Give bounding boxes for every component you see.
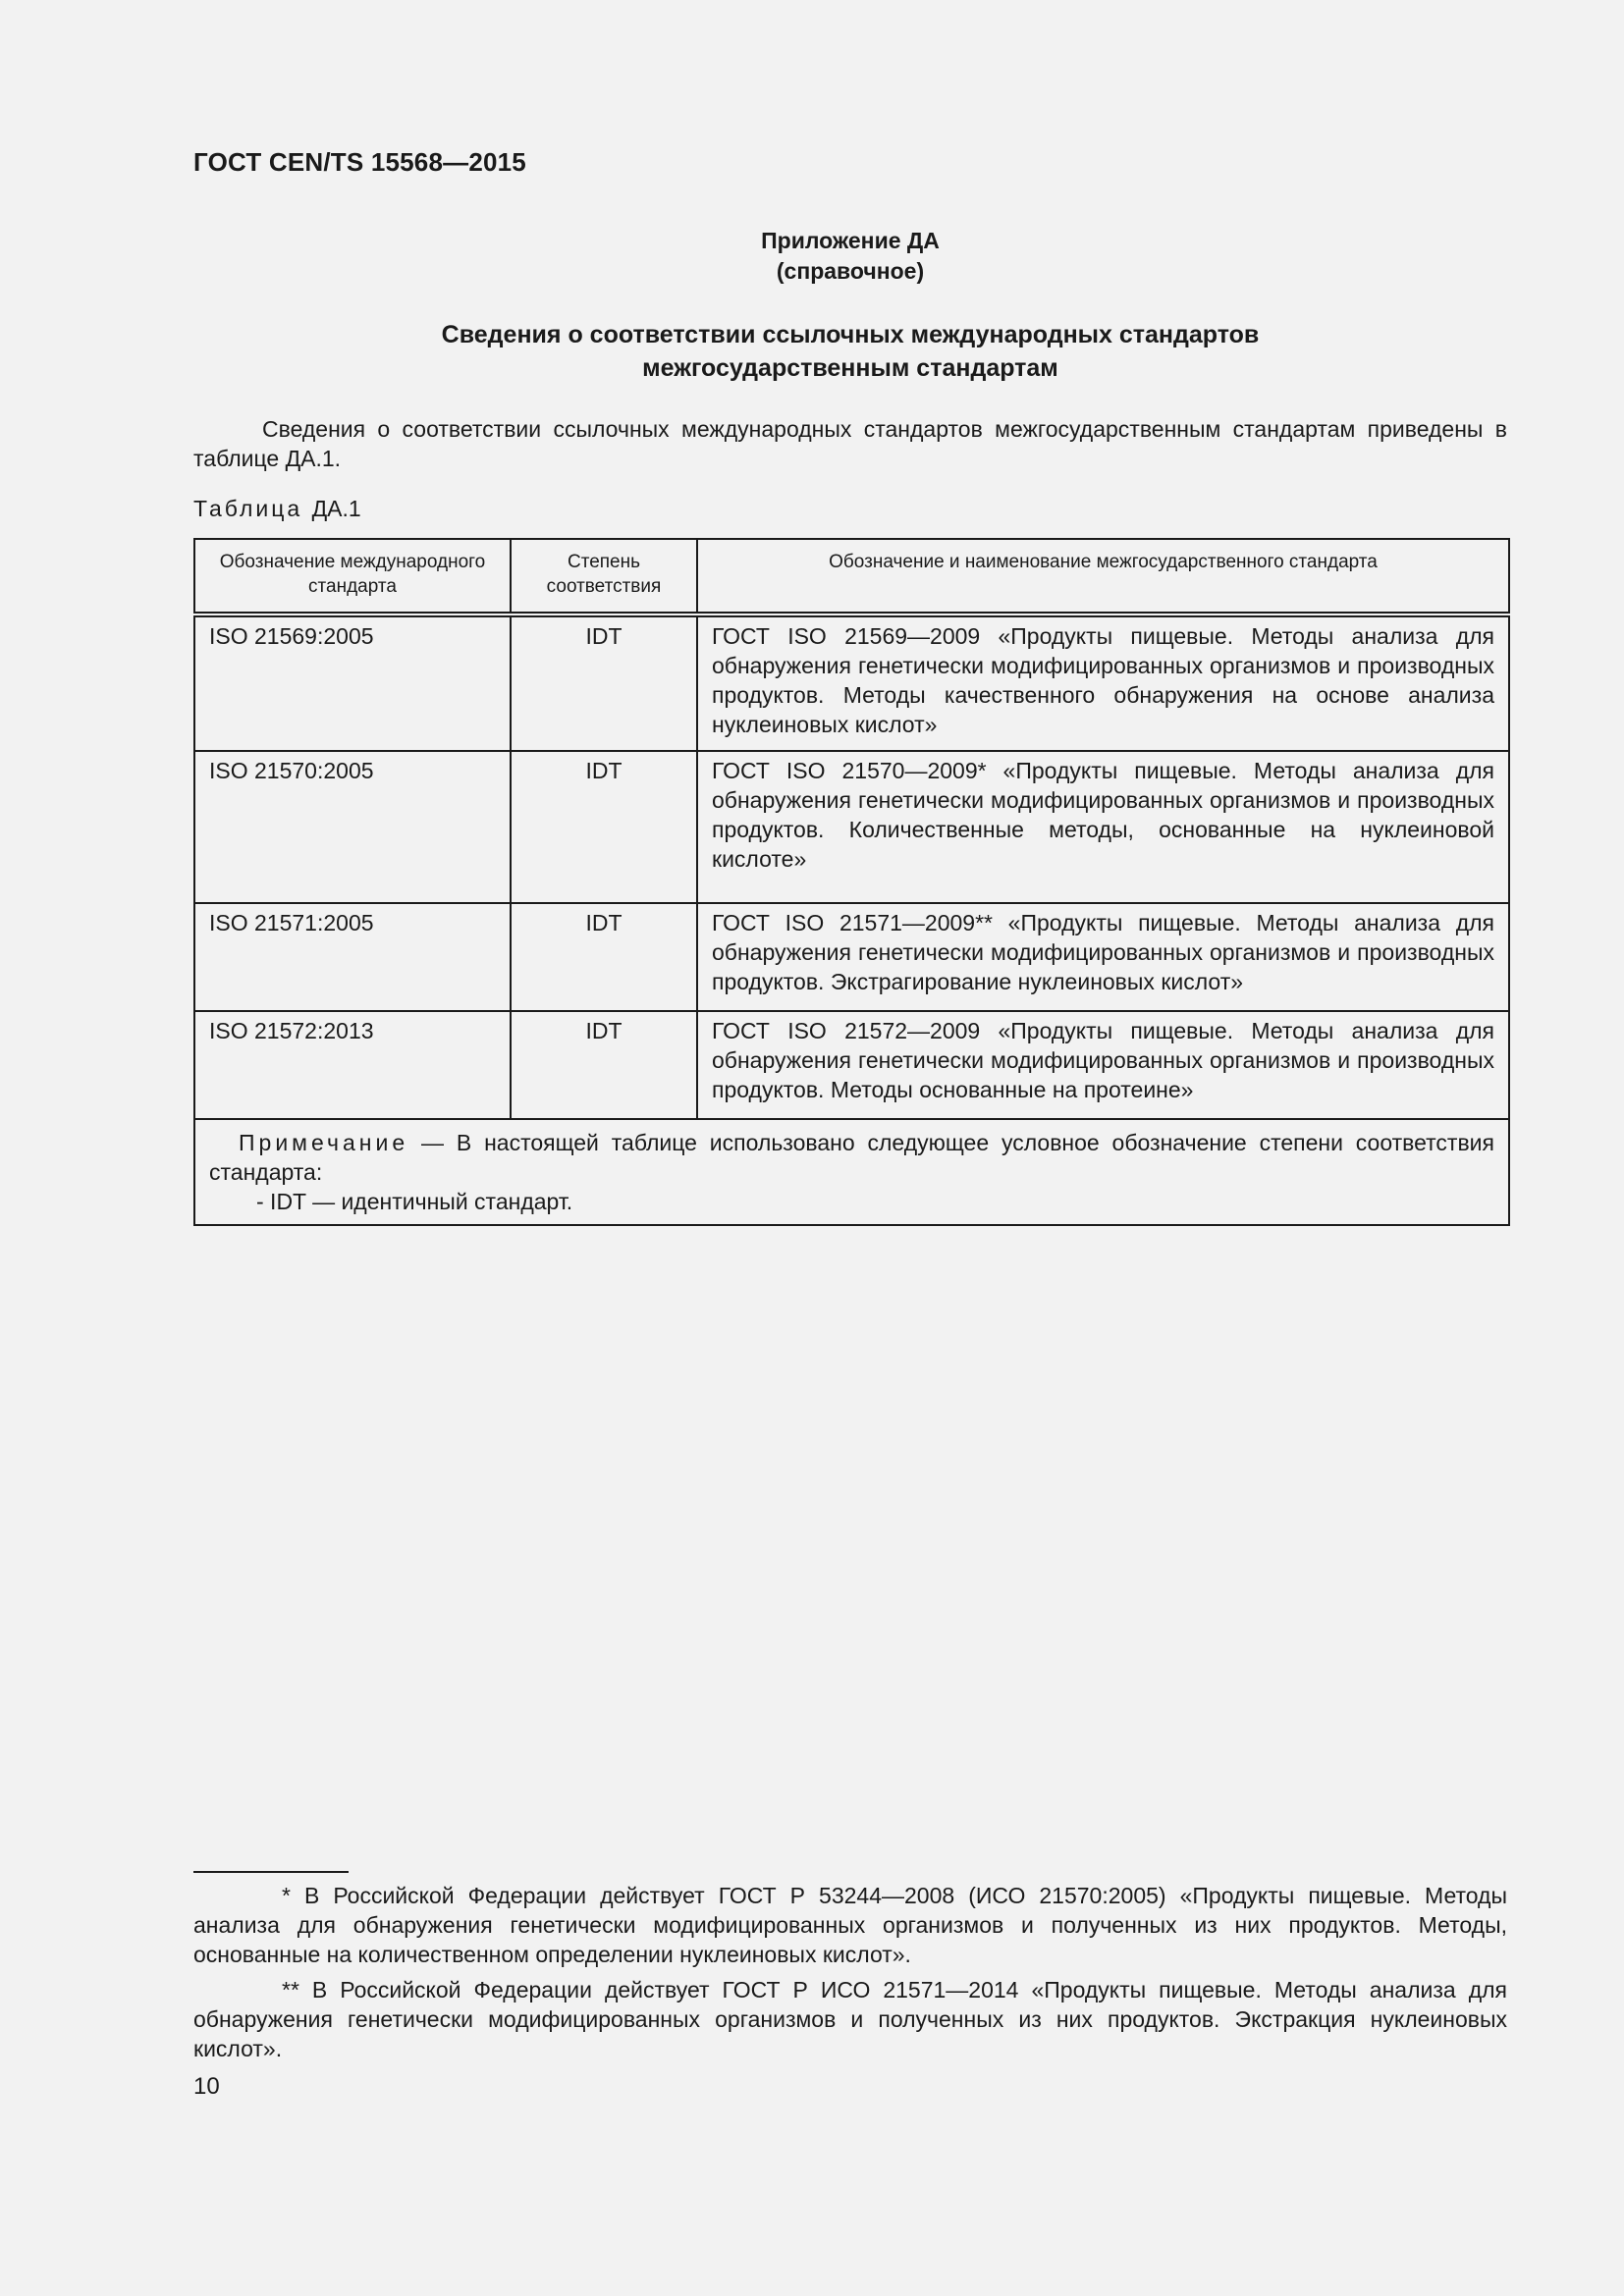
footnote-1: * В Российской Федерации действует ГОСТ Р 53244—2008 (ИСО 21570:2005) «Продукты пищевые. Методы анализа для обнаружения генетически модифицированных организмов и полученных из них продуктов. Методы, основанные на количественном определении нуклеиновых кислот». [193,1883,1507,1967]
note-body: — В настоящей таблице использовано следующее условное обозначение степени соответствия стандарта: [209,1130,1494,1185]
cell-intl-standard: ISO 21569:2005 [194,614,511,751]
footnote-separator [193,1871,349,1873]
appendix-title: Приложение ДА [761,228,940,253]
cell-intl-standard: ISO 21570:2005 [194,751,511,903]
column-header-national-standard: Обозначение и наименование межгосударственного стандарта [697,539,1509,614]
table-note-row [194,1119,1509,1225]
intro-paragraph: Сведения о соответствии ссылочных международных стандартов межгосударственным стандартам приведены в таблице ДА.1. [193,416,1507,471]
cell-intl-standard: ISO 21571:2005 [194,903,511,1011]
appendix-subtitle: (справочное) [776,258,925,284]
column-header-intl-standard: Обозначение международного стандарта [194,539,511,614]
section-title-line-1: Сведения о соответствии ссылочных международных стандартов [441,321,1260,348]
table-note-text [209,1128,1494,1187]
cell-national-standard: ГОСТ ISO 21571—2009** «Продукты пищевые. Методы анализа для обнаружения генетически модифицированных организмов и производных продуктов. Экстрагирование нуклеиновых кислот» [697,903,1509,1011]
cell-degree: IDT [511,903,697,1011]
table-row [194,751,1509,903]
table-caption-word: Таблица [193,496,303,521]
column-header-degree: Степень соответствия [511,539,697,614]
section-title [193,318,1507,385]
cell-degree: IDT [511,751,697,903]
table-header-row [194,539,1509,614]
table-row [194,1011,1509,1119]
cell-national-standard: ГОСТ ISO 21569—2009 «Продукты пищевые. Методы анализа для обнаружения генетически модифицированных организмов и производных продуктов. Методы качественного обнаружения на основе анализа нуклеиновых кислот» [697,614,1509,751]
cell-national-standard: ГОСТ ISO 21572—2009 «Продукты пищевые. Методы анализа для обнаружения генетически модифицированных организмов и производных продуктов. Методы основанные на протеине» [697,1011,1509,1119]
cell-intl-standard: ISO 21572:2013 [194,1011,511,1119]
table-row [194,903,1509,1011]
cell-degree: IDT [511,614,697,751]
table-caption-number: ДА.1 [311,496,361,521]
standards-correspondence-table [193,538,1510,1226]
section-title-line-2: межгосударственным стандартам [642,354,1058,382]
table-row [194,614,1509,751]
cell-national-standard: ГОСТ ISO 21570—2009* «Продукты пищевые. Методы анализа для обнаружения генетически модифицированных организмов и производных продуктов. Количественные методы, основанные на нуклеиновой кислоте» [697,751,1509,903]
table-note [194,1119,1509,1225]
appendix-heading [193,226,1507,287]
footnote-2: ** В Российской Федерации действует ГОСТ Р ИСО 21571—2014 «Продукты пищевые. Методы анализа для обнаружения генетически модифицированных организмов и полученных из них продуктов. Экстракция нуклеиновых кислот». [193,1977,1507,2061]
table-caption [193,496,361,522]
document-code-header: ГОСТ CEN/TS 15568—2015 [193,147,526,177]
note-label: Примечание [239,1130,409,1155]
page-number: 10 [193,2073,220,2100]
cell-degree: IDT [511,1011,697,1119]
note-list-item: - IDT — идентичный стандарт. [256,1189,573,1214]
